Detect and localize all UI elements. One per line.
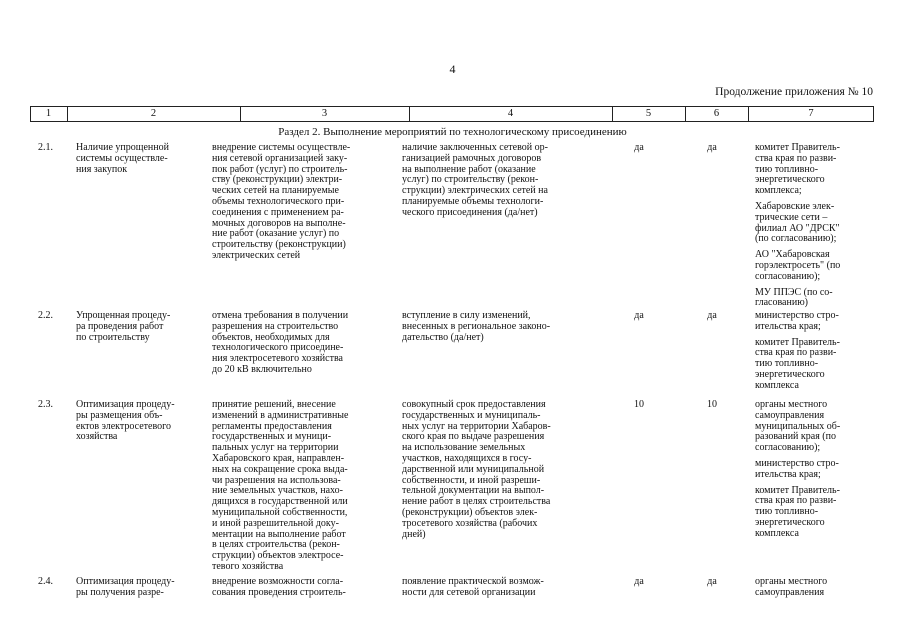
- text-line: самоуправления: [755, 409, 825, 421]
- text-line: ского края по выдаче разрешения: [402, 431, 545, 443]
- event-name: [76, 143, 206, 175]
- text-line: струкции) объектов электросе-: [212, 550, 344, 562]
- text-line: Хабаровского края, направлен-: [212, 452, 345, 464]
- text-line: вступление в силу изменений,: [402, 310, 531, 321]
- text-line: ния закупок: [76, 163, 128, 175]
- text-line: тию топливно-: [755, 163, 819, 175]
- text-line: изменений в административные: [212, 409, 349, 421]
- text-line: (реконструкции) объектов элек-: [402, 506, 538, 518]
- text-line: мочных договоров на выполне-: [212, 217, 346, 229]
- text-line: появление практической возмож-: [402, 576, 544, 587]
- value-col-5: да: [634, 310, 644, 321]
- value-col-6: да: [707, 576, 717, 587]
- value-col-5: 10: [634, 399, 644, 410]
- text-line: ментации на выполнение работ: [212, 528, 346, 540]
- text-line: муниципальной собственности,: [212, 506, 348, 518]
- text-line: объемы технологического при-: [212, 195, 345, 207]
- column-header-1: 1: [45, 108, 52, 119]
- text-line: собственности, и иной разреши-: [402, 474, 541, 486]
- text-line: трические сети –: [755, 211, 828, 223]
- text-line: электрических сетей: [212, 249, 301, 261]
- row-number: 2.3.: [38, 399, 53, 410]
- text-line: ческого присоединения (да/нет): [402, 206, 538, 218]
- responsible-entry: [755, 577, 875, 599]
- header-divider: [873, 107, 874, 121]
- section-title: Раздел 2. Выполнение мероприятий по технологическому присоединению: [278, 126, 627, 138]
- text-line: тевого хозяйства: [212, 560, 284, 572]
- text-line: ры получения разре-: [76, 586, 164, 598]
- responsible-parties: [755, 311, 875, 392]
- text-line: ства края по разви-: [755, 152, 837, 164]
- text-line: и иной разрешительной доку-: [212, 517, 339, 529]
- text-line: на выполнение работ (оказание: [402, 163, 536, 175]
- event-name: [76, 400, 206, 443]
- target-indicator: [402, 311, 594, 343]
- text-line: внедрение системы осуществле-: [212, 142, 351, 153]
- responsible-entry: [755, 143, 875, 197]
- text-line: комитет Правитель-: [755, 142, 840, 153]
- responsible-entry: [755, 459, 875, 481]
- responsible-parties: [755, 577, 875, 599]
- text-line: в целях строительства (рекон-: [212, 539, 340, 551]
- text-line: гласованию): [755, 297, 808, 309]
- text-line: совокупный срок предоставления: [402, 399, 546, 410]
- text-line: ных на сокращение срока выда-: [212, 463, 348, 475]
- text-line: по строительству: [76, 331, 150, 343]
- text-line: объектов, необходимых для: [212, 331, 330, 343]
- text-line: министерство стро-: [755, 310, 839, 321]
- text-line: ганизацией рамочных договоров: [402, 152, 542, 164]
- responsible-parties: [755, 143, 875, 309]
- text-line: муниципальных об-: [755, 420, 841, 432]
- text-line: пок работ (услуг) по строитель-: [212, 163, 348, 175]
- column-header-2: 2: [150, 108, 157, 119]
- text-line: отмена требования в получении: [212, 310, 349, 321]
- text-line: соединения с применением ра-: [212, 206, 344, 218]
- responsible-entry: [755, 288, 875, 310]
- text-line: тию топливно-: [755, 506, 819, 518]
- column-header-row: [30, 106, 874, 122]
- text-line: министерство стро-: [755, 457, 839, 469]
- row-number: 2.4.: [38, 576, 53, 587]
- text-line: (по согласованию);: [755, 233, 837, 245]
- text-line: ния электросетевого хозяйства: [212, 353, 343, 365]
- text-line: тельной документации на выпол-: [402, 485, 545, 497]
- text-line: Хабаровские элек-: [755, 200, 835, 212]
- text-line: комплекса: [755, 379, 799, 391]
- row-number: 2.2.: [38, 310, 53, 321]
- text-line: Упрощенная процеду-: [76, 310, 171, 321]
- text-line: согласованию);: [755, 442, 821, 454]
- text-line: сования проведения строитель-: [212, 586, 346, 598]
- text-line: принятие решений, внесение: [212, 399, 336, 410]
- text-line: системы осуществле-: [76, 152, 168, 164]
- responsible-entry: [755, 338, 875, 392]
- text-line: ектов электросетевого: [76, 420, 171, 432]
- column-header-4: 4: [507, 108, 514, 119]
- text-line: ности для сетевой организации: [402, 586, 536, 598]
- text-line: чи разрешения на использова-: [212, 474, 341, 486]
- text-line: дящихся в государственной или: [212, 496, 348, 508]
- text-line: струкции) электрических сетей на: [402, 185, 548, 197]
- text-line: Оптимизация процеду-: [76, 399, 175, 410]
- text-line: планируемые объемы технологи-: [402, 195, 544, 207]
- responsible-parties: [755, 400, 875, 540]
- text-line: государственных и муниципаль-: [402, 409, 541, 421]
- text-line: комплекса;: [755, 185, 802, 197]
- column-header-3: 3: [321, 108, 328, 119]
- text-line: самоуправления: [755, 586, 825, 598]
- row-number: 2.1.: [38, 142, 53, 153]
- text-line: ние работ (оказание услуг) по: [212, 228, 340, 240]
- text-line: нение работ в целях строительства: [402, 496, 551, 508]
- text-line: Оптимизация процеду-: [76, 576, 175, 587]
- measure-description: [212, 311, 380, 376]
- text-line: тросетевого хозяйства (рабочих: [402, 517, 538, 529]
- text-line: государственных и муници-: [212, 431, 332, 443]
- value-col-6: да: [707, 142, 717, 153]
- text-line: комитет Правитель-: [755, 336, 840, 348]
- text-line: до 20 кВ включительно: [212, 363, 312, 375]
- text-line: филиал АО "ДРСК": [755, 222, 840, 234]
- text-line: органы местного: [755, 576, 828, 587]
- text-line: технологического присоедине-: [212, 342, 344, 354]
- text-line: комитет Правитель-: [755, 484, 840, 496]
- text-line: ры размещения объ-: [76, 409, 163, 421]
- text-line: внедрение возможности согла-: [212, 576, 344, 587]
- measure-description: [212, 143, 380, 262]
- text-line: наличие заключенных сетевой ор-: [402, 142, 548, 153]
- text-line: комплекса: [755, 527, 799, 539]
- text-line: дней): [402, 528, 426, 540]
- text-line: ства края по разви-: [755, 347, 837, 359]
- text-line: услуг) по строительству (рекон-: [402, 174, 539, 186]
- text-line: АО "Хабаровская: [755, 249, 830, 261]
- text-line: энергетического: [755, 516, 825, 528]
- column-header-5: 5: [645, 108, 652, 119]
- responsible-entry: [755, 202, 875, 245]
- text-line: энергетического: [755, 174, 825, 186]
- text-line: хозяйства: [76, 431, 118, 443]
- responsible-entry: [755, 486, 875, 540]
- text-line: регламенты предоставления: [212, 420, 332, 432]
- text-line: ства края по разви-: [755, 495, 837, 507]
- target-indicator: [402, 400, 594, 540]
- text-line: ству (реконструкции) электри-: [212, 174, 343, 186]
- target-indicator: [402, 577, 594, 599]
- target-indicator: [402, 143, 594, 219]
- value-col-5: да: [634, 576, 644, 587]
- text-line: согласованию);: [755, 270, 821, 282]
- event-name: [76, 577, 206, 599]
- appendix-continuation: Продолжение приложения № 10: [715, 86, 873, 98]
- text-line: ческих сетей на планируемые: [212, 185, 339, 197]
- text-line: разований края (по: [755, 431, 836, 443]
- value-col-5: да: [634, 142, 644, 153]
- text-line: внесенных в региональное законо-: [402, 320, 551, 332]
- event-name: [76, 311, 206, 343]
- text-line: горэлектросеть" (по: [755, 259, 841, 271]
- value-col-6: 10: [707, 399, 717, 410]
- page-number: 4: [449, 62, 456, 76]
- text-line: Наличие упрощенной: [76, 142, 169, 153]
- responsible-entry: [755, 400, 875, 454]
- column-header-6: 6: [713, 108, 720, 119]
- measure-description: [212, 400, 380, 573]
- text-line: тию топливно-: [755, 358, 819, 370]
- text-line: на использование земельных: [402, 442, 526, 454]
- text-line: дательство (да/нет): [402, 331, 484, 343]
- text-line: ния сетевой организацией заку-: [212, 152, 348, 164]
- measure-description: [212, 577, 380, 599]
- text-line: ных услуг на территории Хабаров-: [402, 420, 551, 432]
- text-line: энергетического: [755, 368, 825, 380]
- text-line: ительства края;: [755, 320, 821, 332]
- text-line: ра проведения работ: [76, 320, 164, 332]
- text-line: МУ ППЭС (по со-: [755, 286, 833, 298]
- text-line: пальных услуг на территории: [212, 442, 339, 454]
- text-line: ние земельных участков, нахо-: [212, 485, 344, 497]
- responsible-entry: [755, 311, 875, 333]
- text-line: ительства края;: [755, 468, 821, 480]
- text-line: дарственной или муниципальной: [402, 463, 545, 475]
- text-line: строительству (реконструкции): [212, 239, 346, 251]
- value-col-6: да: [707, 310, 717, 321]
- text-line: разрешения на строительство: [212, 320, 339, 332]
- text-line: участков, находящихся в госу-: [402, 452, 532, 464]
- text-line: органы местного: [755, 399, 828, 410]
- responsible-entry: [755, 250, 875, 282]
- column-header-7: 7: [808, 108, 814, 119]
